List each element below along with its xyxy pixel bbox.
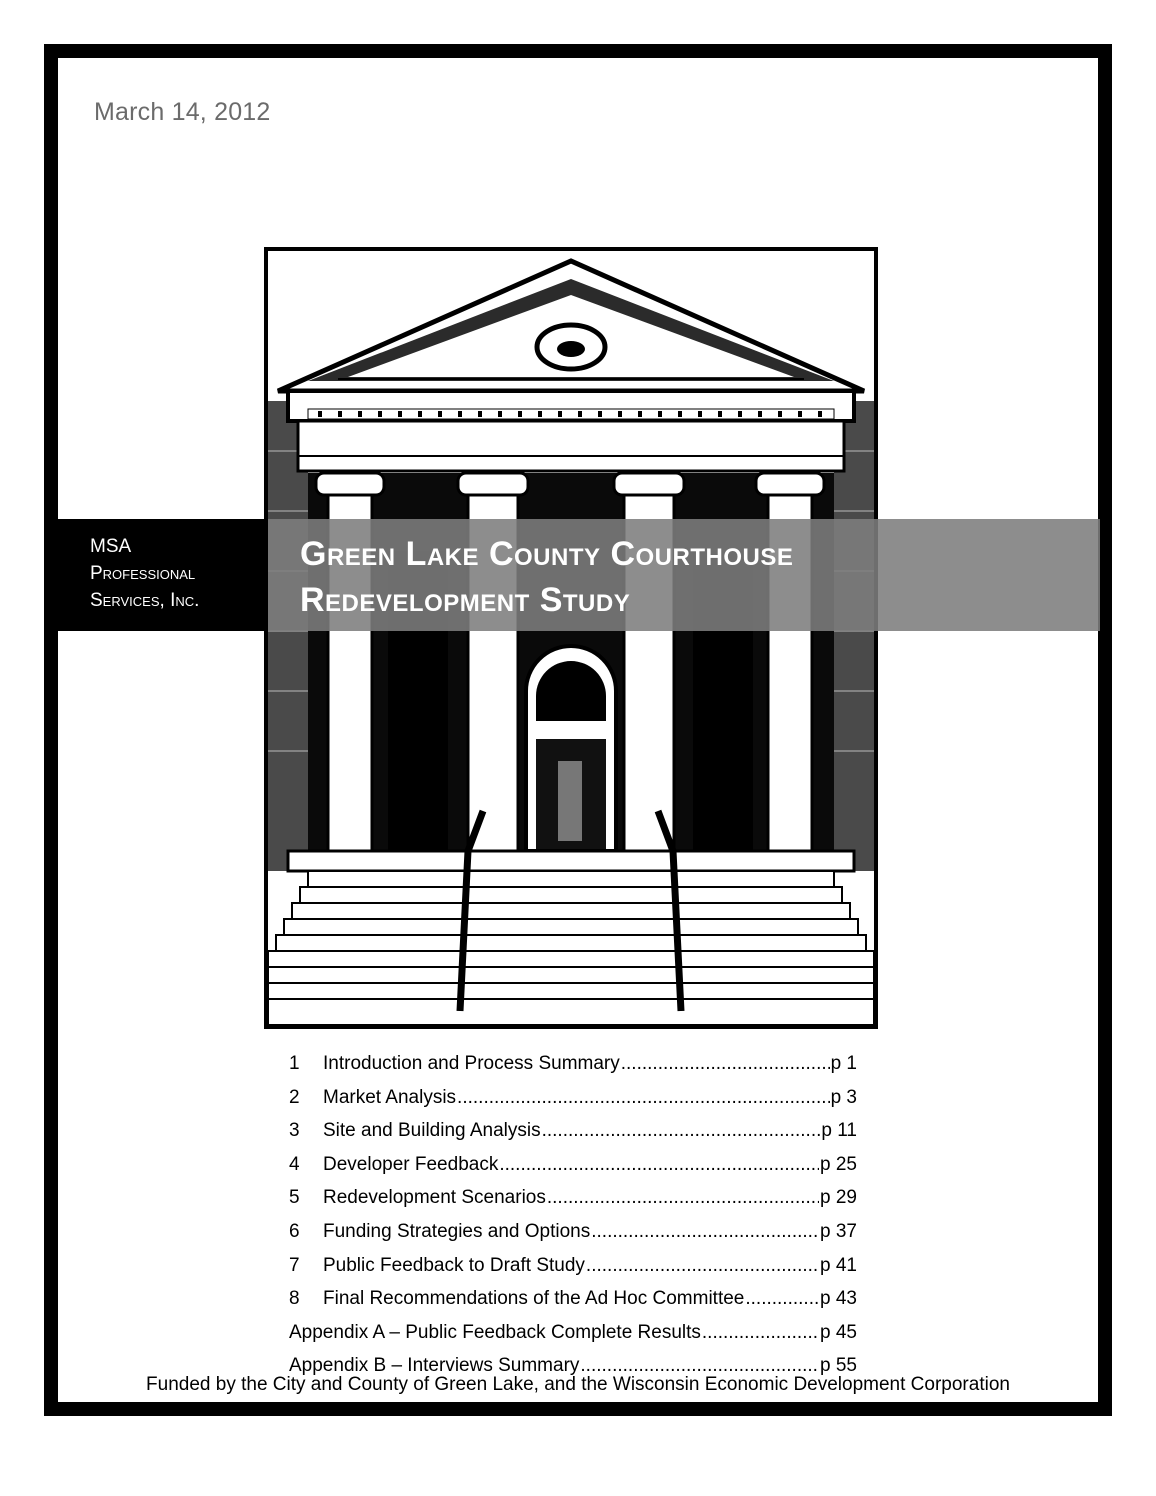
- courthouse-photo: [264, 247, 878, 1029]
- toc-leader: [702, 1322, 819, 1344]
- table-of-contents: [289, 1053, 857, 1389]
- toc-leader: [457, 1087, 830, 1109]
- toc-leader: [621, 1053, 830, 1075]
- toc-label: Appendix A – Public Feedback Complete Results: [289, 1321, 701, 1343]
- toc-item[interactable]: [289, 1288, 857, 1322]
- toc-page: p 37: [820, 1220, 857, 1242]
- toc-number: 8: [289, 1288, 300, 1310]
- funding-credit: Funded by the City and County of Green Lake, and the Wisconsin Economic Development Corporation: [146, 1374, 1010, 1395]
- toc-item[interactable]: [289, 1221, 857, 1255]
- toc-label: Site and Building Analysis: [323, 1120, 541, 1142]
- toc-leader: [591, 1221, 819, 1243]
- document-title: [268, 519, 1100, 631]
- toc-number: 5: [289, 1187, 300, 1209]
- toc-item[interactable]: [289, 1053, 857, 1087]
- toc-leader: [542, 1120, 821, 1142]
- firm-name-line1: MSA: [90, 536, 132, 557]
- toc-label: Final Recommendations of the Ad Hoc Committee: [323, 1288, 745, 1310]
- toc-label: Funding Strategies and Options: [323, 1220, 591, 1242]
- toc-page: p 55: [820, 1355, 857, 1377]
- toc-number: 1: [289, 1053, 300, 1074]
- toc-number: 6: [289, 1220, 300, 1242]
- toc-item[interactable]: [289, 1087, 857, 1121]
- toc-page: p 29: [820, 1187, 857, 1209]
- toc-page: p 1: [830, 1053, 857, 1074]
- toc-number: 3: [289, 1120, 300, 1142]
- toc-item[interactable]: [289, 1154, 857, 1188]
- firm-name-line2: Professional: [90, 563, 196, 584]
- toc-label: Appendix B – Interviews Summary: [289, 1355, 580, 1377]
- toc-page: p 43: [820, 1288, 857, 1310]
- toc-label: Public Feedback to Draft Study: [323, 1254, 585, 1276]
- toc-item[interactable]: [289, 1120, 857, 1154]
- toc-page: p 3: [830, 1086, 857, 1108]
- firm-name-box: [58, 519, 268, 631]
- toc-label: Developer Feedback: [323, 1153, 499, 1175]
- toc-leader: [547, 1187, 819, 1209]
- toc-page: p 11: [821, 1120, 857, 1142]
- toc-page: p 41: [820, 1254, 857, 1276]
- toc-leader: [745, 1288, 819, 1310]
- document-date: March 14, 2012: [94, 98, 271, 126]
- toc-page: p 25: [820, 1153, 857, 1175]
- toc-item[interactable]: [289, 1255, 857, 1289]
- toc-item[interactable]: [289, 1322, 857, 1356]
- toc-number: 4: [289, 1153, 300, 1175]
- title-line1: Green Lake County Courthouse: [300, 535, 794, 573]
- toc-page: p 45: [820, 1321, 857, 1343]
- toc-leader: [586, 1255, 819, 1277]
- toc-leader: [499, 1154, 819, 1176]
- toc-number: 7: [289, 1254, 300, 1276]
- toc-label: Redevelopment Scenarios: [323, 1187, 546, 1209]
- toc-number: 2: [289, 1086, 300, 1108]
- toc-item[interactable]: [289, 1187, 857, 1221]
- toc-label: Market Analysis: [323, 1086, 457, 1108]
- toc-label: Introduction and Process Summary: [323, 1053, 620, 1074]
- firm-name-line3: Services, Inc.: [90, 590, 200, 611]
- title-line2: Redevelopment Study: [300, 581, 631, 619]
- courthouse-illustration: [268, 251, 874, 1025]
